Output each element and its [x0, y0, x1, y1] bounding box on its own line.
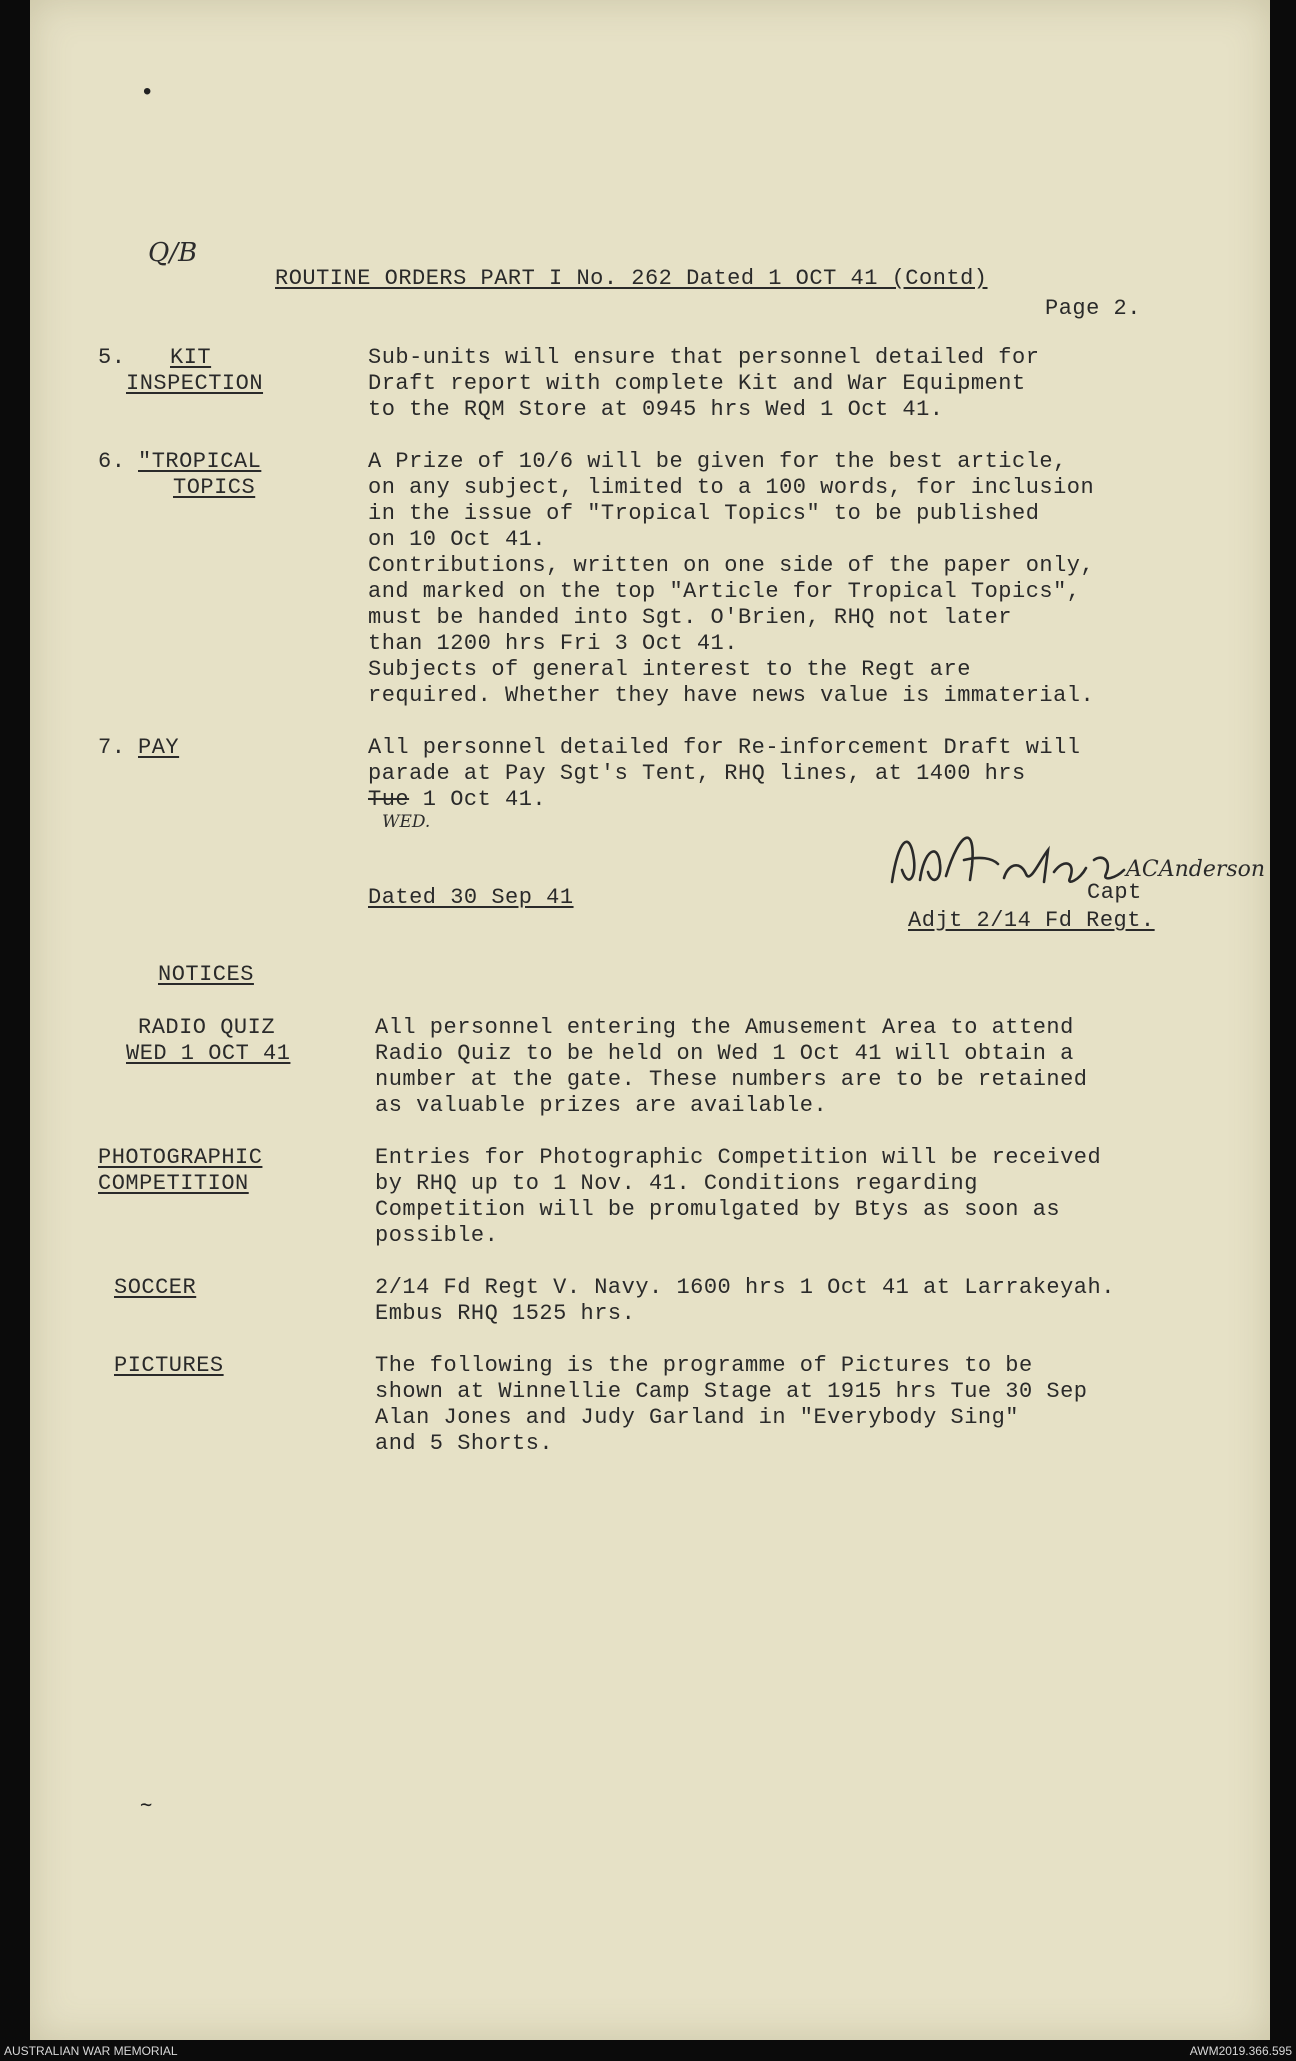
- notice-text-line: Alan Jones and Judy Garland in "Everybody Sing": [375, 1405, 1020, 1430]
- item-text-line: and marked on the top "Article for Tropical Topics",: [368, 579, 1081, 604]
- item-heading: INSPECTION: [126, 371, 264, 396]
- notice-text-line: Embus RHQ 1525 hrs.: [375, 1301, 636, 1326]
- struck-word: Tue: [368, 787, 410, 812]
- notice-heading: SOCCER: [114, 1275, 197, 1300]
- document-page: [30, 0, 1270, 2040]
- pencil-mark: ∼: [140, 1795, 153, 1818]
- notice-text-line: possible.: [375, 1223, 499, 1248]
- notice-text-line: 2/14 Fd Regt V. Navy. 1600 hrs 1 Oct 41 at Larrakeyah.: [375, 1275, 1115, 1300]
- notice-text-line: number at the gate. These numbers are to be retained: [375, 1067, 1088, 1092]
- signature-appointment: Adjt 2/14 Fd Regt.: [908, 908, 1155, 933]
- notice-text-line: and 5 Shorts.: [375, 1431, 554, 1456]
- item-heading: "TROPICAL: [138, 449, 262, 474]
- notice-text-line: All personnel entering the Amusement Area to attend: [375, 1015, 1074, 1040]
- page-number: Page 2.: [1045, 296, 1141, 321]
- handwritten-correction: WED.: [382, 812, 431, 832]
- item-heading: TOPICS: [173, 475, 256, 500]
- footer-reference: AWM2019.366.595: [1189, 2044, 1292, 2058]
- item-text-line: to the RQM Store at 0945 hrs Wed 1 Oct 41.: [368, 397, 944, 422]
- notice-text-line: Entries for Photographic Competition will be received: [375, 1145, 1102, 1170]
- item-heading: PAY: [138, 735, 180, 760]
- notice-heading: COMPETITION: [98, 1171, 249, 1196]
- item-text-line: required. Whether they have news value is immaterial.: [368, 683, 1095, 708]
- dated-line: Dated 30 Sep 41: [368, 885, 574, 910]
- footer-institution: AUSTRALIAN WAR MEMORIAL: [4, 2044, 178, 2058]
- signature-scrawl: [880, 820, 1266, 920]
- item-text-line: A Prize of 10/6 will be given for the best article,: [368, 449, 1067, 474]
- notice-text-line: by RHQ up to 1 Nov. 41. Conditions regarding: [375, 1171, 978, 1196]
- notice-heading: RADIO QUIZ: [138, 1015, 276, 1040]
- pencil-mark: •: [140, 80, 155, 107]
- notices-heading: NOTICES: [158, 962, 254, 987]
- notice-text-line: The following is the programme of Pictures to be: [375, 1353, 1033, 1378]
- item-text-line: than 1200 hrs Fri 3 Oct 41.: [368, 631, 738, 656]
- item-text-line: in the issue of "Tropical Topics" to be published: [368, 501, 1040, 526]
- item-number: 6.: [98, 449, 126, 474]
- notice-text-line: Competition will be promulgated by Btys as soon as: [375, 1197, 1061, 1222]
- item-text-tail: 1 Oct 41.: [409, 787, 547, 812]
- item-heading: KIT: [170, 345, 212, 370]
- notice-text-line: as valuable prizes are available.: [375, 1093, 828, 1118]
- item-text-line: Sub-units will ensure that personnel detailed for: [368, 345, 1040, 370]
- notice-text-line: Radio Quiz to be held on Wed 1 Oct 41 will obtain a: [375, 1041, 1074, 1066]
- item-text-line: on any subject, limited to a 100 words, for inclusion: [368, 475, 1095, 500]
- document-title: ROUTINE ORDERS PART I No. 262 Dated 1 OCT 41 (Contd): [275, 266, 988, 291]
- notice-text-line: shown at Winnellie Camp Stage at 1915 hrs Tue 30 Sep: [375, 1379, 1088, 1404]
- notice-heading: PHOTOGRAPHIC: [98, 1145, 263, 1170]
- header-initials: Q/B: [148, 238, 198, 268]
- signature-rank: Capt: [1087, 880, 1142, 905]
- item-text-line: on 10 Oct 41.: [368, 527, 547, 552]
- item-text-line: All personnel detailed for Re-inforcement Draft will: [368, 735, 1081, 760]
- archive-footer: [0, 2043, 1296, 2061]
- item-text-line: [368, 787, 546, 813]
- item-number: 7.: [98, 735, 126, 760]
- item-text-line: must be handed into Sgt. O'Brien, RHQ not later: [368, 605, 1013, 630]
- item-text-line: Subjects of general interest to the Regt are: [368, 657, 971, 682]
- item-text-line: Contributions, written on one side of the paper only,: [368, 553, 1095, 578]
- signature-name: ACAnderson: [1126, 857, 1266, 882]
- item-text-line: Draft report with complete Kit and War Equipment: [368, 371, 1026, 396]
- item-text-line: parade at Pay Sgt's Tent, RHQ lines, at 1400 hrs: [368, 761, 1026, 786]
- item-number: 5.: [98, 345, 126, 370]
- notice-heading: WED 1 OCT 41: [126, 1041, 291, 1066]
- notice-heading: PICTURES: [114, 1353, 224, 1378]
